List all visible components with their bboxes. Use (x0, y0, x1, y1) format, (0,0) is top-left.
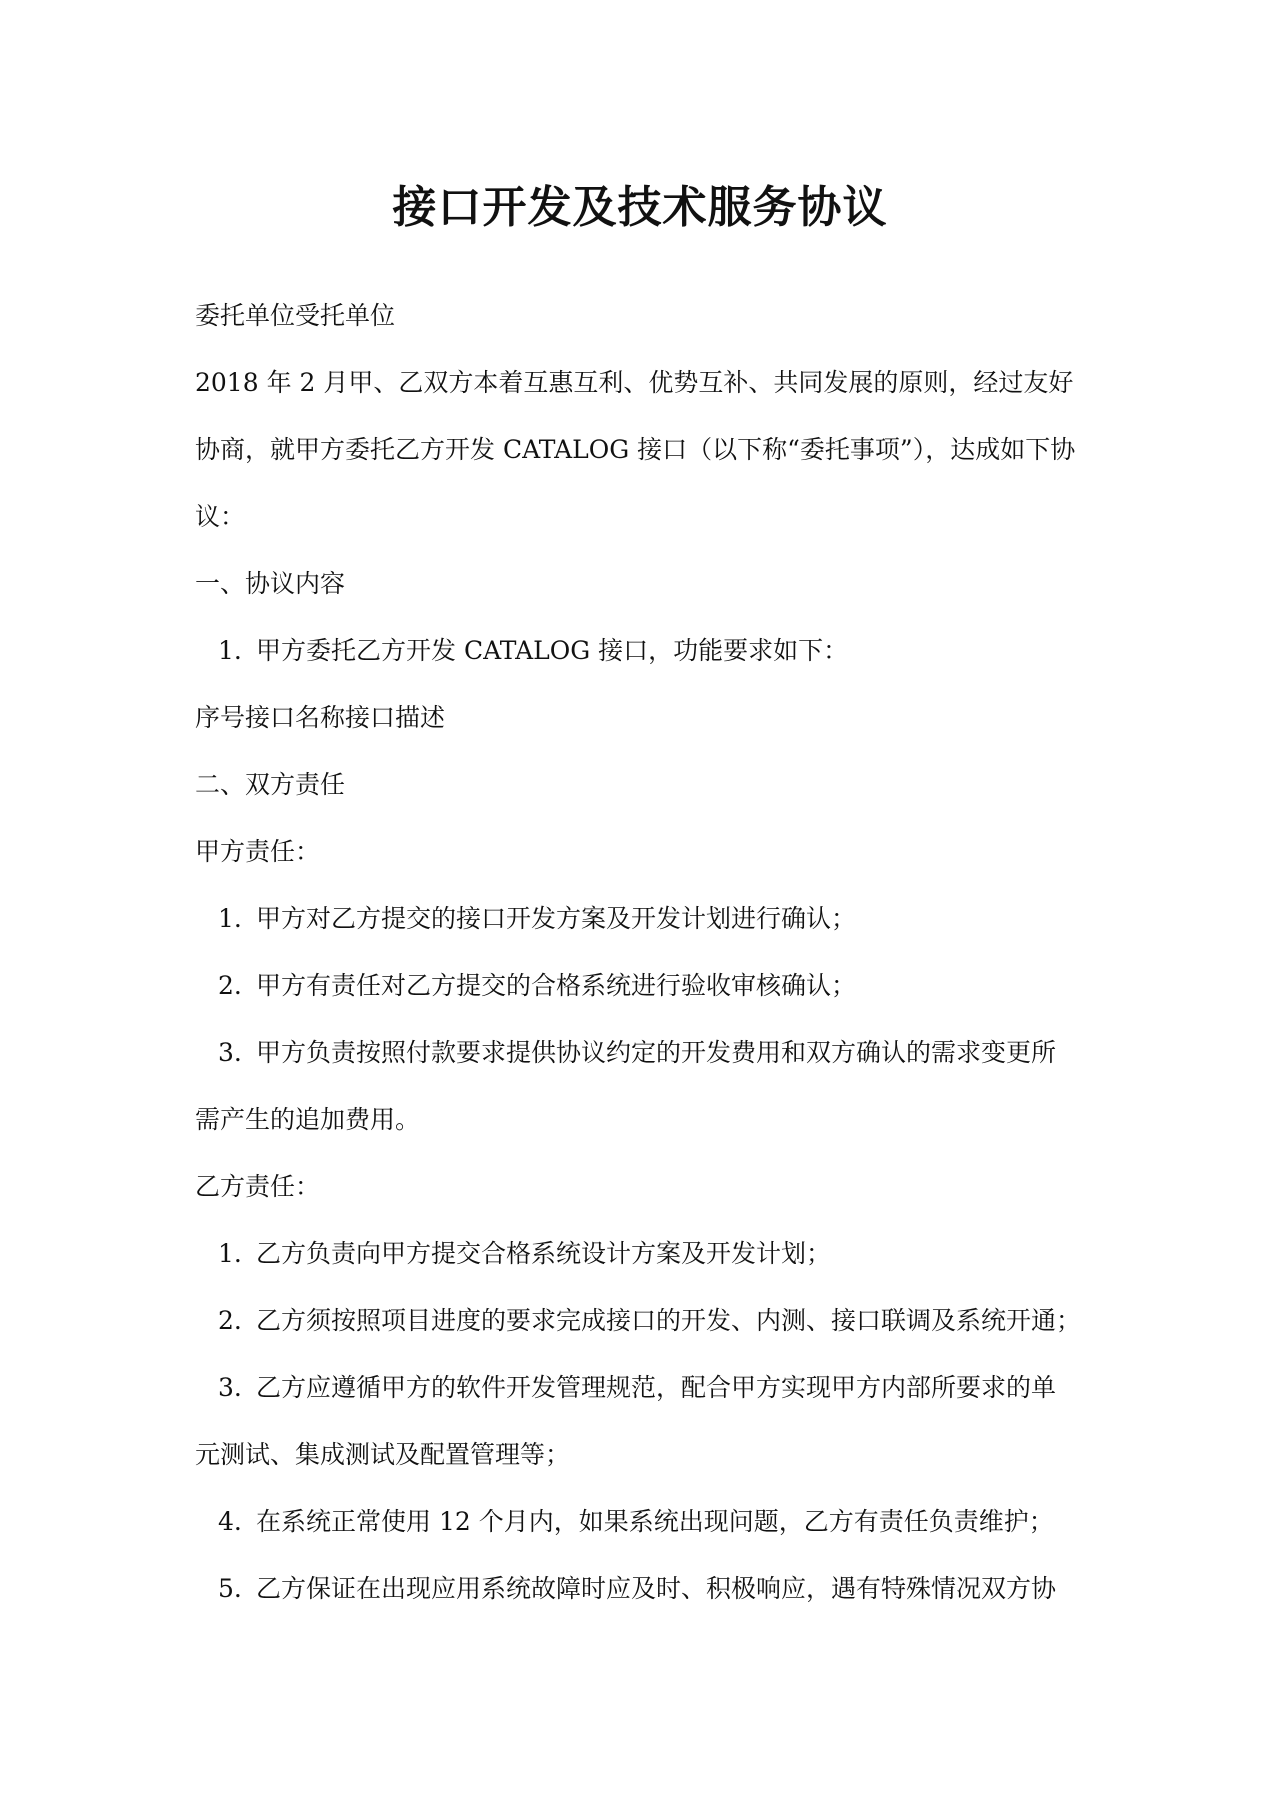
section2-heading: 二、双方责任 (195, 770, 346, 799)
item-number: 2. (218, 971, 242, 1000)
item-number: 1. (218, 904, 242, 933)
item-text: 甲方委托乙方开发 CATALOG 接口，功能要求如下： (256, 636, 849, 665)
item-number: 4. (218, 1507, 242, 1536)
party-b-item-3 (218, 1368, 1056, 1408)
item-text: 在系统正常使用 12 个月内，如果系统出现问题，乙方有责任负责维护； (256, 1507, 1054, 1536)
item-number: 1. (218, 636, 242, 665)
item-text: 乙方保证在出现应用系统故障时应及时、积极响应，遇有特殊情况双方协 (256, 1574, 1057, 1603)
item-text: 甲方负责按照付款要求提供协议约定的开发费用和双方确认的需求变更所 (256, 1038, 1057, 1067)
party-a-item-3-continued: 需产生的追加费用。 (195, 1105, 421, 1134)
party-a-item-3 (218, 1033, 1056, 1073)
intro-line-1: 2018 年 2 月甲、乙双方本着互惠互利、优势互补、共同发展的原则，经过友好 (195, 368, 1074, 397)
party-b-item-2 (218, 1301, 1081, 1341)
item-text: 甲方对乙方提交的接口开发方案及开发计划进行确认； (256, 904, 857, 933)
item-number: 5. (218, 1574, 242, 1603)
party-b-item-4 (218, 1502, 1054, 1542)
document-title: 接口开发及技术服务协议 (392, 182, 888, 233)
section1-heading: 一、协议内容 (195, 569, 346, 598)
item-text: 甲方有责任对乙方提交的合格系统进行验收审核确认； (256, 971, 857, 1000)
party-b-heading: 乙方责任： (195, 1172, 321, 1201)
item-number: 1. (218, 1239, 242, 1268)
table-header-line: 序号接口名称接口描述 (195, 703, 446, 732)
item-text: 乙方应遵循甲方的软件开发管理规范，配合甲方实现甲方内部所要求的单 (256, 1373, 1057, 1402)
parties-line: 委托单位受托单位 (195, 301, 396, 330)
party-b-item-5 (218, 1569, 1056, 1609)
party-a-item-1 (218, 899, 856, 939)
item-number: 3. (218, 1038, 242, 1067)
party-b-item-1 (218, 1234, 831, 1274)
item-text: 乙方负责向甲方提交合格系统设计方案及开发计划； (256, 1239, 832, 1268)
intro-line-3: 议： (195, 502, 246, 531)
item-text: 乙方须按照项目进度的要求完成接口的开发、内测、接口联调及系统开通； (256, 1306, 1082, 1335)
item-number: 3. (218, 1373, 242, 1402)
party-a-heading: 甲方责任： (195, 837, 321, 866)
party-b-item-3-continued: 元测试、集成测试及配置管理等； (195, 1440, 571, 1469)
party-a-item-2 (218, 966, 856, 1006)
intro-line-2: 协商，就甲方委托乙方开发 CATALOG 接口（以下称“委托事项”），达成如下协 (195, 435, 1076, 464)
item-number: 2. (218, 1306, 242, 1335)
section1-item-1 (218, 631, 848, 671)
